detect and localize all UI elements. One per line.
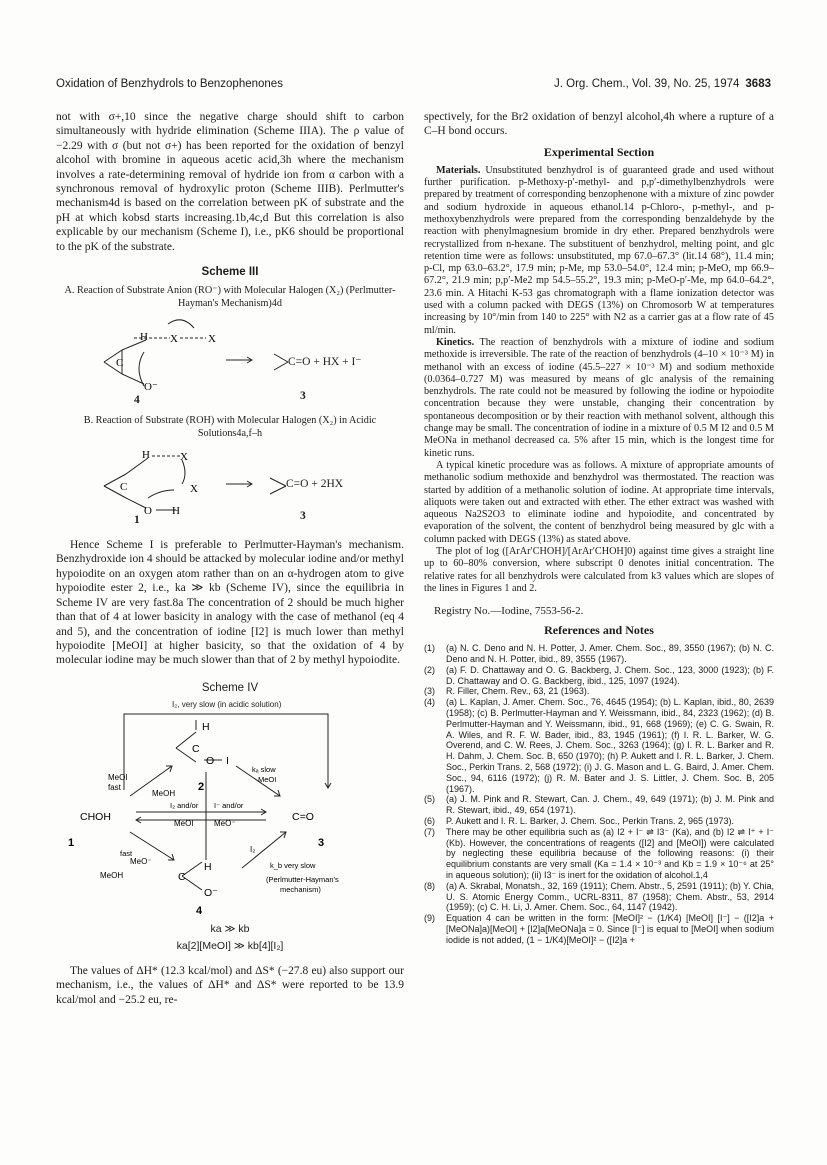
svg-text:O: O: [144, 505, 152, 518]
scheme-4-relation-2: ka[2][MeOI] ≫ kb[4][I₂]: [176, 939, 284, 952]
materials-text: Unsubstituted benzhydrol is of guaranteed grade and used without further purification. p-Methoxy-p′-methyl- and p,p′-dimethylbenzhydrols were prepared by treatment of corresponding benzophenone with a mixture of zinc powder and sodium hydroxide in aqueous ethanol.14 p-Chloro-, p-methyl-, and p-methoxybenzhydrols were prepared from the corresponding benzaldehyde by the reaction with phenylmagnesium bromide in dry ether. Prepared benzhydrols were recrystallized from n-hexane. The substituent of benzhydrol, melting point, and glc retention time were as follows: unsubstituted, mp 67.0–67.3° (lit.14 68°), 11.4 min; p-Cl, mp 63.0–63.2°, 17.9 min; p-Me, mp 53.0–54.0°, 12.4 min; p-MeO, mp 66.9–67.2°, 21.9 min; p,p′-Me2 mp 54.5–55.2°, 19.3 min; p-MeO-p′-Me, mp 64.0–64.2°, 23.6 min. A Hitachi K-53 gas chromatograph with a flame ionization detector was used with a column packed with DEGS (13%) on Chromosorb W at temperatures increasing by 10°/min from 140 to 225° with N2 as a carrier gas at a flow rate of 45 ml/min.: [424, 164, 775, 336]
paragraph-activation-parameters: The values of ΔH* (12.3 kcal/mol) and ΔS* (−27.8 eu) also support our mechanism, i.e., the values of ΔH* and ΔS* were reported to be 13.9 kcal/mol and −25.2 eu, re-: [56, 964, 404, 1006]
paragraph-procedure: A typical kinetic procedure was as follows. A mixture of appropriate amounts of methanolic sodium methoxide and benzhydrol was thermostated. The reaction was started by addition of a methanolic solution of iodine. At appropriate time intervals, aliquots were taken out and extracted with ether. The ether extract was washed with aqueous Na2S2O3 to eliminate iodine and hypoiodite, and concentrated by evaporation of the solvent, the content of benzhydrol being measured by glc with a column packed with DEGS (13%) as stated above.: [424, 459, 774, 545]
running-header-journal: [554, 78, 771, 90]
scheme-3a-caption: A. Reaction of Substrate Anion (RO⁻) with Molecular Halogen (X₂) (Perlmutter-Hayman's Mechanism)4d: [64, 285, 396, 310]
scheme-4-title: Scheme IV: [201, 681, 259, 694]
reference-number: (1): [424, 643, 435, 654]
scheme-4-relation-1: ka ≫ kb: [210, 922, 250, 935]
reference-text: Equation 4 can be written in the form: [MeOI]² − (1/K4) [MeOI] [I⁻] − ([I2]a + [MeONa]a)[MeOI] + [I2]a[MeONa]a = 0. Since [I⁻] is equal to [MeOI] when sodium iodide is not added, (1 − 1/K4)[MeOI]² − ([I2]a +: [446, 913, 774, 945]
svg-text:MeO⁻: MeO⁻: [214, 818, 236, 828]
svg-text:C: C: [178, 870, 186, 883]
svg-text:C=O: C=O: [292, 810, 314, 823]
reference-item: [424, 697, 774, 794]
compound-number-3: 3: [300, 390, 306, 403]
svg-text:X: X: [180, 451, 188, 464]
svg-text:1: 1: [68, 836, 75, 849]
svg-text:H: H: [202, 720, 210, 733]
reference-number: (4): [424, 697, 435, 708]
svg-text:MeOH: MeOH: [100, 870, 124, 880]
scheme-4-arrows: [56, 700, 404, 920]
reference-text: There may be other equilibria such as (a) I2 + I⁻ ⇌ I3⁻ (Ka), and (b) I2 ⇌ I⁺ + I⁻ (Kb). However, the concentrations of reagents ([I2] and [MeOI]) were calculated by neglecting these equilibria because of the following reasons: (i) their equilibrium constants are very small (Ka = 1.4 × 10⁻³ and Kb = 1.9 × 10⁻⁶ at 25° in aqueous solution); (ii) I3⁻ is inert for the oxidation of alcohol.1,4: [446, 826, 774, 880]
scheme-3b-diagram: [56, 440, 404, 532]
svg-text:O⁻: O⁻: [204, 886, 218, 899]
page-number: 3683: [745, 78, 771, 90]
scheme-3-title: Scheme III: [201, 266, 259, 279]
paragraph-mechanism-discussion: not with σ+,10 since the negative charge should shift to carbon simultaneously with hydride elimination (Scheme IIIA). The ρ value of −2.29 with σ (but not σ+) has been reported for the oxidation of benzyl alcohol with bromine in aqueous acetic acid,3h where the mechanism involves a rate-determining removal of hydride ion from α carbon with a synchronous removal of hydroxylic proton (Scheme IIIB). Perlmutter's mechanism4d is based on the correlation between pK of substrate and the pH at which kobsd starts increasing.1b,4c,d But this correlation is also explicable by our mechanism (Scheme I), i.e., pK6 should be proportional to the pK of the substrate.: [56, 111, 404, 253]
svg-text:2: 2: [198, 780, 205, 793]
scheme-4-diagram: [56, 700, 404, 920]
svg-text:X: X: [208, 333, 216, 346]
svg-text:H: H: [140, 331, 148, 344]
journal-citation: J. Org. Chem., Vol. 39, No. 25, 1974: [554, 78, 740, 90]
compound-number-3b: 3: [300, 510, 306, 523]
svg-text:O⁻: O⁻: [144, 381, 158, 394]
svg-text:mechanism): mechanism): [280, 884, 321, 894]
heading-references: References and Notes: [544, 623, 654, 638]
svg-text:kₐ slow: kₐ slow: [252, 764, 276, 774]
svg-text:I⁻ and/or: I⁻ and/or: [214, 800, 244, 810]
paragraph-materials: [424, 165, 774, 337]
svg-text:MeOI: MeOI: [258, 774, 277, 784]
svg-text:fast: fast: [120, 848, 133, 858]
materials-label: Materials.: [436, 164, 481, 176]
reference-number: (3): [424, 686, 435, 697]
paragraph-continuation: spectively, for the Br2 oxidation of benzyl alcohol,4h where a rupture of a C–H bond occurs.: [424, 111, 774, 138]
svg-text:X: X: [170, 333, 178, 346]
reference-item: [424, 643, 774, 665]
paragraph-kinetics: [424, 337, 774, 460]
svg-text:I₂: I₂: [250, 844, 256, 854]
reference-text: P. Aukett and I. R. L. Barker, J. Chem. Soc., Perkin Trans. 2, 965 (1973).: [446, 815, 734, 826]
reference-item: [424, 794, 774, 816]
svg-text:(Perlmutter-Hayman's: (Perlmutter-Hayman's: [266, 874, 339, 884]
reference-list: [424, 643, 774, 945]
reference-text: (a) N. C. Deno and N. H. Potter, J. Amer. Chem. Soc., 89, 3550 (1967); (b) N. C. Deno and N. H. Potter, ibid., 89, 3555 (1967).: [446, 643, 774, 664]
left-column: [56, 110, 404, 1007]
reference-text: (a) J. M. Pink and R. Stewart, Can. J. Chem., 49, 649 (1971); (b) J. M. Pink and R. Stewart, ibid., 49, 654 (1971).: [446, 794, 774, 816]
reference-text: (a) F. D. Chattaway and O. G. Backberg, J. Chem. Soc., 123, 3000 (1923); (b) F. D. Chattaway and O. G. Backberg, ibid., 125, 1097 (1924).: [446, 664, 774, 686]
kinetics-label: Kinetics.: [436, 336, 475, 348]
svg-text:3: 3: [318, 836, 325, 849]
registry-number: Registry No.—Iodine, 7553-56-2.: [434, 605, 584, 618]
svg-text:CHOH: CHOH: [80, 810, 111, 823]
scheme-3a-diagram: [56, 310, 404, 414]
reference-number: (7): [424, 826, 435, 837]
compound-number-1: 1: [134, 514, 140, 527]
reference-item: [424, 827, 774, 881]
scheme-4-top-note: I₂, very slow (in acidic solution): [172, 699, 282, 709]
reference-number: (9): [424, 913, 435, 924]
svg-text:fast: fast: [108, 782, 121, 792]
svg-text:X: X: [190, 483, 198, 496]
heading-experimental-section: Experimental Section: [543, 144, 655, 159]
scheme-3b-product: C=O + 2HX: [286, 478, 344, 491]
svg-text:H: H: [142, 449, 150, 462]
reference-item: [424, 816, 774, 827]
reference-number: (2): [424, 664, 435, 675]
right-column: [424, 110, 774, 946]
svg-text:I: I: [226, 754, 229, 767]
scheme-3a-product: C=O + HX + I⁻: [288, 356, 362, 369]
scheme-3b-structure: [56, 440, 404, 532]
reference-number: (5): [424, 794, 435, 805]
svg-text:O: O: [206, 754, 215, 767]
paragraph-scheme-comparison: Hence Scheme I is preferable to Perlmutter-Hayman's mechanism. Benzhydroxide ion 4 should be attacked by molecular iodine and/or methyl hypoiodite on an oxygen atom rather than on an α-hydrogen atom to give hypoiodite ester 2, i.e., ka ≫ kb (Scheme IV), since the equilibria in Scheme IV are very fast.8a The concentration of 2 should be much higher than that of 4 at lower basicity in analogy with the case of methanol (eq 4 and 5), and the concentration of iodine [I2] is much lower than methyl hypoiodite [MeOI] at higher basicity, so that the oxidation of 4 by molecular iodine may be much slower than that of 2 by methyl hypoiodite.: [56, 539, 404, 667]
svg-text:C: C: [120, 481, 128, 494]
scheme-3b-caption: B. Reaction of Substrate (ROH) with Molecular Halogen (X₂) in Acidic Solutions4a,f–h: [83, 415, 377, 440]
svg-text:C: C: [116, 357, 124, 370]
svg-text:MeOI: MeOI: [174, 818, 194, 828]
reference-text: R. Filler, Chem. Rev., 63, 21 (1963).: [446, 686, 590, 697]
running-header-title: Oxidation of Benzhydrols to Benzophenones: [56, 78, 283, 90]
svg-text:MeOI: MeOI: [108, 772, 128, 782]
kinetics-text: The reaction of benzhydrols with a mixture of iodine and sodium methoxide is irreversible. The rate of the reaction of benzhydrols (4–10 × 10⁻³ M) in methanol with an excess of iodine (45.5–227 × 10⁻³ M) and sodium methoxide (0.0364–0.727 M) was measured by means of glc analysis of the remaining benzhydrols. The rate could not be measured by following the iodine or hypoiodite concentration because they were unstable, changing their concentration by spontaneous decomposition or by their reaction with methanol solvent, although this change may be small. The concentration of iodine in a mixture of 0.5 M I2 and 0.5 M MeONa in methanol decreased ca. 5% after 15 min, which is the longest time for kinetic runs.: [424, 336, 774, 459]
svg-text:k_b very slow: k_b very slow: [270, 860, 316, 870]
paragraph-plot: The plot of log ([ArAr′CHOH]/[ArAr′CHOH]0) against time gives a straight line up to 60–80% conversion, where subscript 0 denotes initial concentration. The relative rates for all benzhydrols were calculated from k3 values which are slopes of the lines in Figures 1 and 2.: [424, 546, 774, 594]
reference-number: (6): [424, 815, 435, 826]
svg-text:MeOH: MeOH: [152, 788, 176, 798]
reference-text: (a) A. Skrabal, Monatsh., 32, 169 (1911); Chem. Abstr., 5, 2591 (1911); (b) Y. Chia, U. S. Atomic Energy Comm., UCRL-8311, 87 (1958); Chem. Abstr., 53, 2914 (1959); (c) C. H. Li, J. Amer. Chem. Soc., 64, 1147 (1942).: [446, 880, 775, 913]
compound-number-4: 4: [134, 394, 140, 407]
reference-number: (8): [424, 880, 435, 891]
svg-text:I₂ and/or: I₂ and/or: [170, 800, 199, 810]
svg-text:MeO⁻: MeO⁻: [130, 856, 152, 866]
svg-text:4: 4: [196, 904, 203, 917]
svg-text:H: H: [172, 505, 180, 518]
reference-item: [424, 913, 774, 945]
reference-item: [424, 686, 774, 697]
reference-item: [424, 665, 774, 687]
reference-item: [424, 881, 774, 913]
svg-text:H: H: [204, 860, 212, 873]
reference-text: (a) L. Kaplan, J. Amer. Chem. Soc., 76, 4645 (1954); (b) L. Kaplan, ibid., 80, 2639 (1958); (c) B. Perlmutter-Hayman and Y. Weissmann, ibid., 84, 2323 (1962); (d) B. Perlmutter-Hayman and Y. Weissmann, ibid., 91, 668 (1969); (e) C. G. Swain, R. A. Wiles, and R. F. W. Bader, ibid., 83, 1945 (1961); (f) I. R. L. Barker, W. G. Overend, and C. W. Rees, J. Chem. Soc., 3263 (1964); (g) I. R. L. Barker and R. H. Dahm, J. Chem. Soc. B, 650 (1970); (h) P. Aukett and I. R. L. Barker, J. Chem. Soc., Perkin Trans. 2, 568 (1972); (i) J. G. Mason and L. G. Baird, J. Amer. Chem. Soc., 94, 6116 (1972); (j) R. M. Bater and J. S. Littler, J. Chem. Soc. B, 205 (1967).: [446, 697, 774, 794]
svg-text:C: C: [192, 742, 200, 755]
